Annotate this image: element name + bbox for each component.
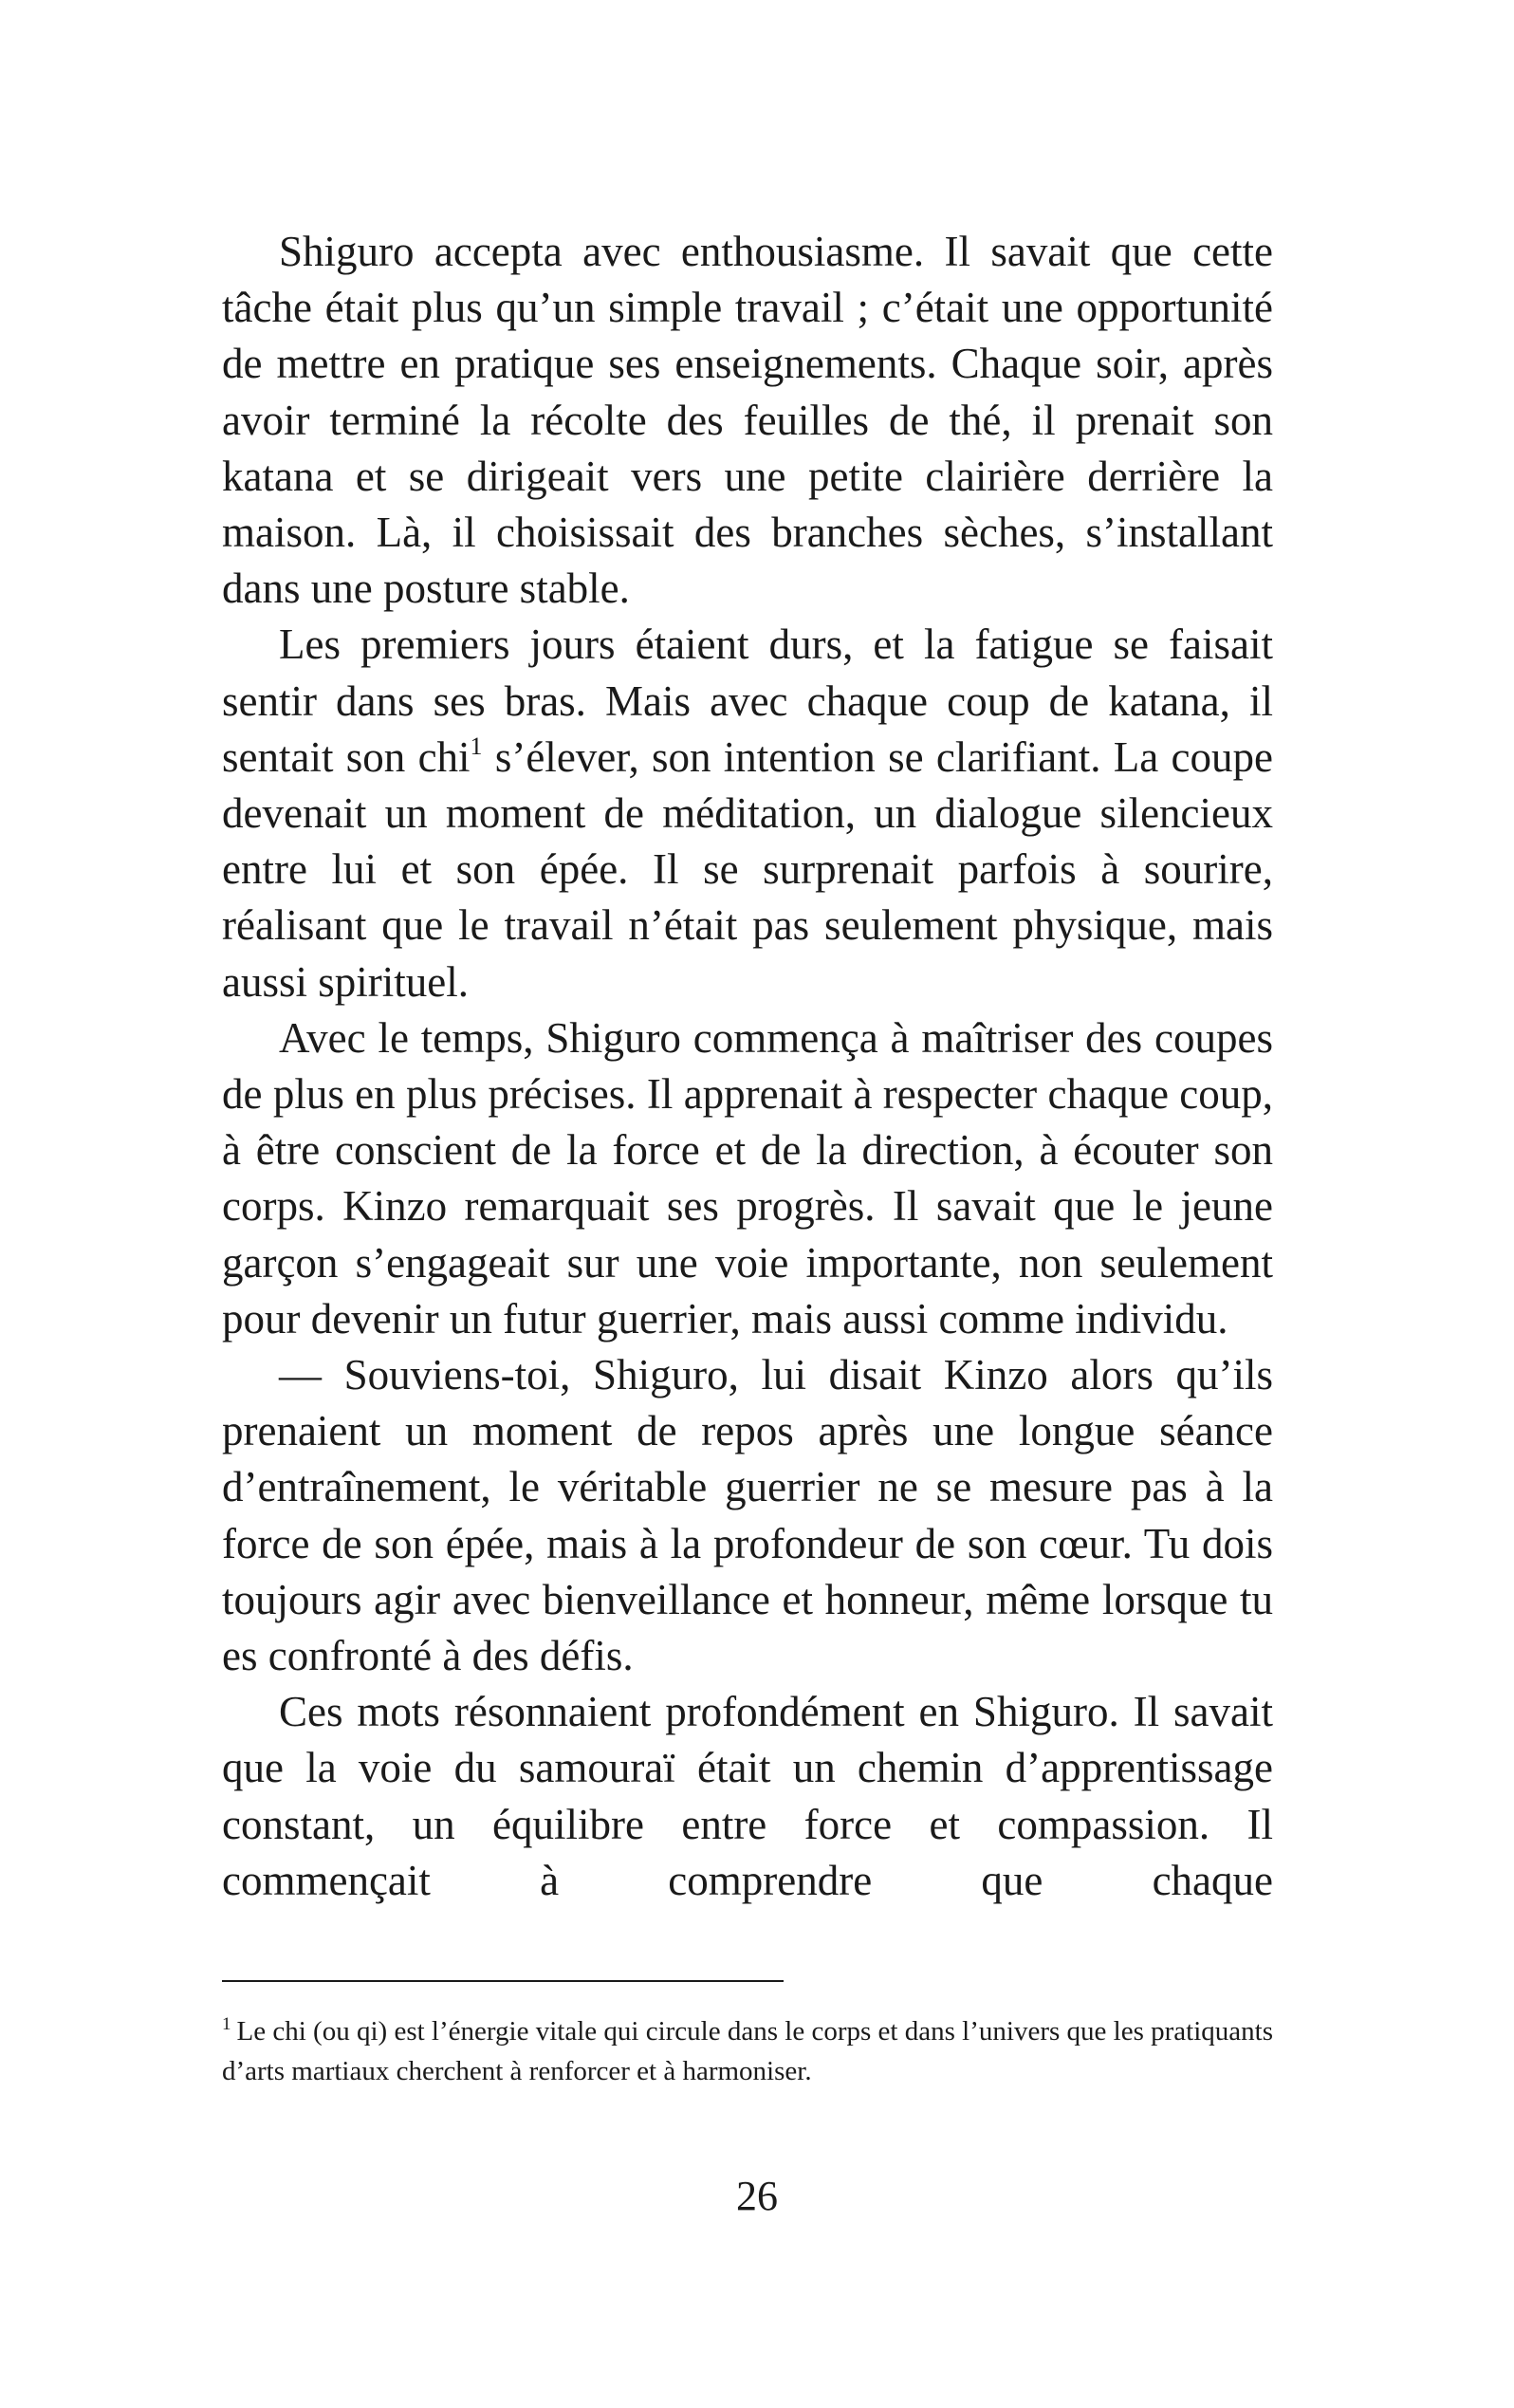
footnote-separator [222,1980,784,1982]
footnote-mark: 1 [222,2014,231,2034]
paragraph-2-text-after: s’élever, son intention se clarifiant. La coupe devenait un moment de méditation, un dialogue silencieux entre lui et son épée. Il se surprenait parfois à sourire, réalisant que le travail n’était pas seulement physique, mais aussi spirituel. [222,732,1273,1006]
footnotes [222,2011,1273,2091]
paragraph-5: Ces mots résonnaient profondément en Shiguro. Il savait que la voie du samouraï était un chemin d’apprentissage constant, un équilibre entre force et compassion. Il commençait à comprendre que chaque [222,1688,1273,1904]
footnote-1 [222,2011,1273,2091]
footnote-text: Le chi (ou qi) est l’énergie vitale qui circule dans le corps et dans l’univers que les pratiquants d’arts martiaux cherchent à renforcer et à harmoniser. [222,2016,1273,2086]
paragraph-1: Shiguro accepta avec enthousiasme. Il savait que cette tâche était plus qu’un simple travail ; c’était une opportunité de mettre en pratique ses enseignements. Chaque soir, après avoir terminé la récolte des feuilles de thé, il prenait son katana et se dirigeait vers une petite clairière derrière la maison. Là, il choisissait des branches sèches, s’installant dans une posture stable. [222,228,1273,613]
paragraph-2 [222,617,1273,1010]
main-text [222,224,1273,1909]
paragraph-3: Avec le temps, Shiguro commença à maîtriser des coupes de plus en plus précises. Il apprenait à respecter chaque coup, à être conscient de la force et de la direction, à écouter son corps. Kinzo remarquait ses progrès. Il savait que le jeune garçon s’engageait sur une voie importante, non seulement pour devenir un futur guerrier, mais aussi comme individu. [222,1013,1273,1343]
footnote-reference[interactable]: 1 [470,732,483,760]
paragraph-2-text-before: Les premiers jours étaient durs, et la fatigue se faisait sentir dans ses bras. Mais avec chaque coup de katana, il sentait son chi [222,621,1273,781]
paragraph-4-dialogue: — Souviens-toi, Shiguro, lui disait Kinzo alors qu’ils prenaient un moment de repos après une longue séance d’entraînement, le véritable guerrier ne se mesure pas à la force de son épée, mais à la profondeur de son cœur. Tu dois toujours agir avec bienveillance et honneur, même lorsque tu es confronté à des défis. [222,1351,1273,1680]
page-number: 26 [736,2173,778,2219]
